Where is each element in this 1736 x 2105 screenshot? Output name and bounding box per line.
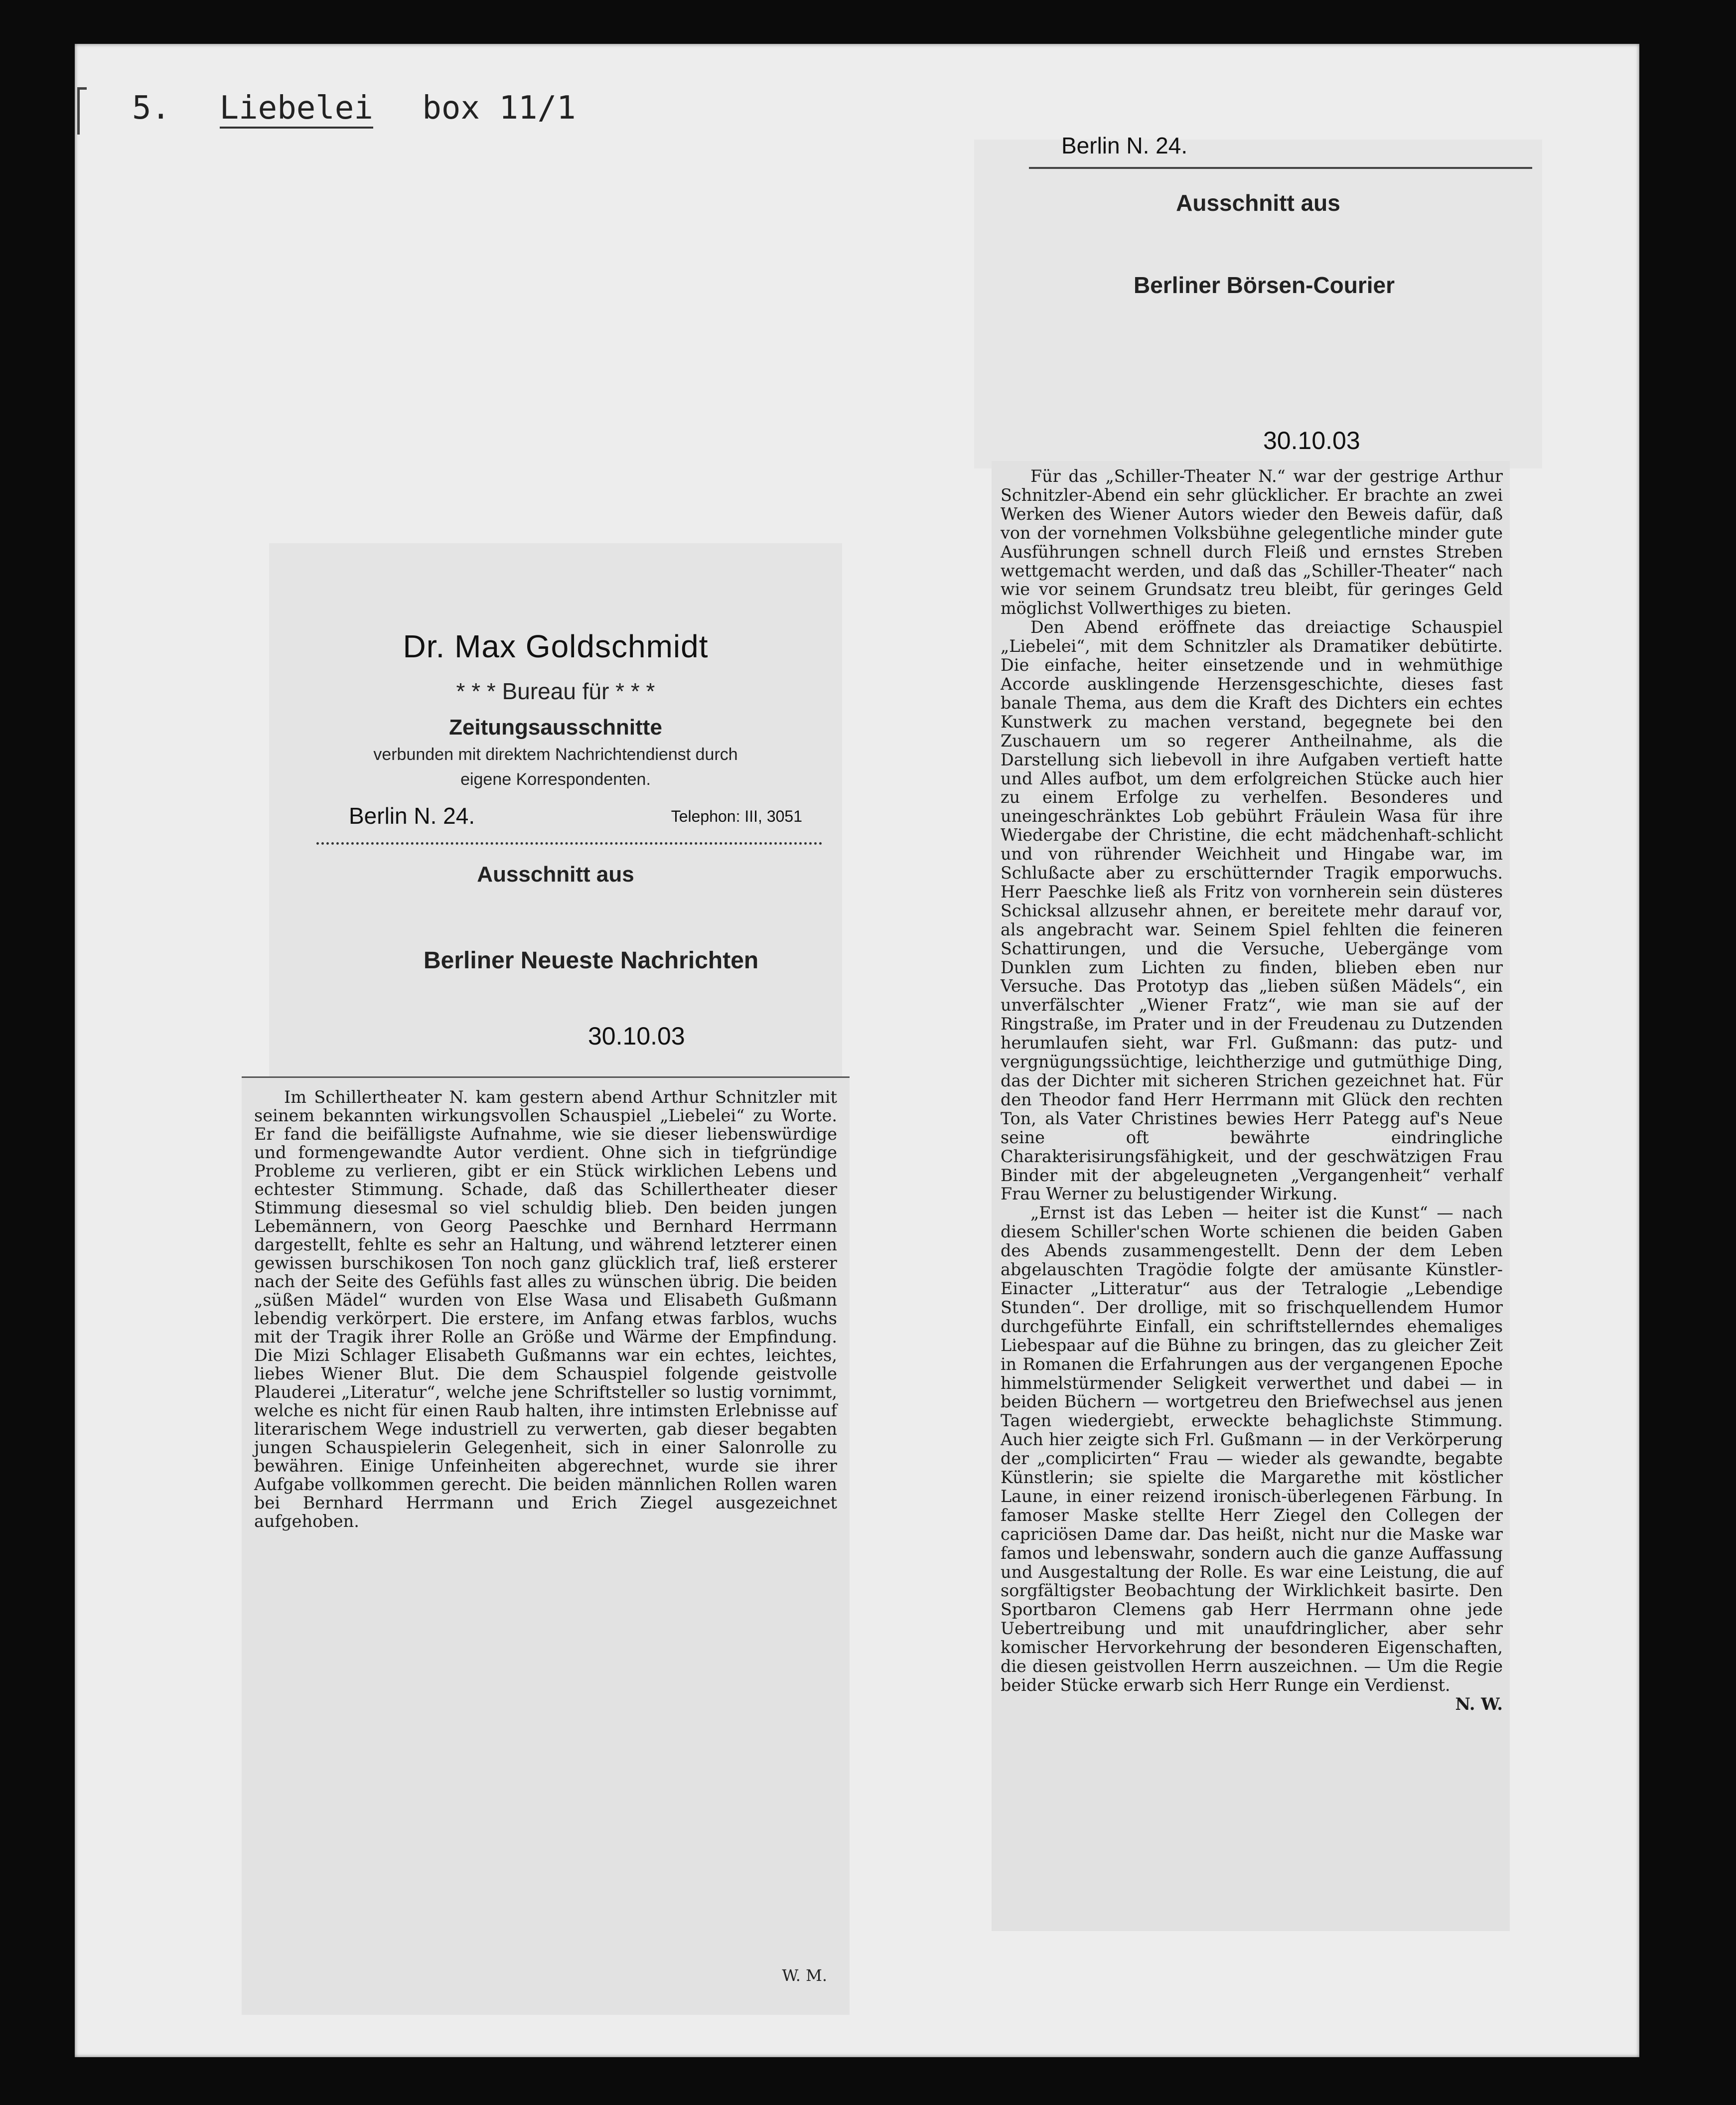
- bureau-telephone: Telephon: III, 3051: [671, 807, 802, 825]
- corner-mark: [77, 87, 87, 135]
- right-rule: [1029, 167, 1532, 169]
- bureau-line1: verbunden mit direktem Nachrichtendienst durch: [373, 745, 738, 764]
- right-article-paragraph: Den Abend eröffnete das dreiactige Schauspiel „Liebelei“, mit dem Schnitzler als Dramatiker debütirte. Die einfache, heiter einsetzende und in wehmüthige Accorde ausklingende Herzensgeschichte, dieses fast banale Thema, aus dem die Kraft des Dichters ein echtes Kunstwerk zu machen verstand, begegnete bei den Zuschauern um so regerer Antheilnahme, als die Darstellung sich liebevoll in ihre Aufgaben vertieft hatte und Alles aufbot, um dem erfolgreichen Stücke auch hier zu einem Erfolge zu verhelfen. Besonderes und uneingeschränktes Lob gebührt Fräulein Wasa für ihre Wiedergabe der Christine, die echt mädchenhaft-schlicht und von rührender Weichheit und Hingabe war, im Schlußacte aber zu erschütternder Tragik emporwuchs. Herr Paeschke ließ als Fritz von vornherein sein düsteres Schicksal allzusehr ahnen, er bereitete mehr darauf vor, als angebracht war. Seinem Spiel fehlten die feineren Schattirungen, und die Versuche, Uebergänge vom Dunklen zum Lichten zu finden, blieben eben nur Versuche. Das Prototyp das „lieben süßen Mädels“, ein unverfälschter „Wiener Fratz“, wie man sie auf der Ringstraße, im Prater und in der Freudenau zu Dutzenden herumlaufen sieht, war Frl. Gußmann: das putz- und vergnügungssüchtige, leichtherzige und gutmüthige Ding, das der Dichter mit sicheren Strichen gezeichnet hat. Für den Theodor fand Herr Herrmann mit Glück den rechten Ton, als Vater Christines bewies Herr Pategg auf's Neue seine oft bewährte eindringliche Charakterisirungsfähigkeit, und der geschwätzigen Frau Binder mit der abgeleugneten „Vergangenheit“ verhalf Frau Werner zu belustigender Wirkung.: [1001, 617, 1503, 1204]
- bureau-line2: eigene Korrespondenten.: [460, 770, 651, 789]
- bureau-label: * * * Bureau für * * *: [456, 678, 655, 704]
- right-newspaper-name: Berliner Börsen-Courier: [1134, 272, 1395, 298]
- bureau-address: Berlin N. 24.: [349, 803, 475, 829]
- bureau-clipping: [269, 543, 842, 1086]
- left-article-clipping: [242, 1076, 850, 2015]
- right-article-paragraph: Für das „Schiller-Theater N.“ war der gestrige Arthur Schnitzler-Abend ein sehr glücklicher. Er brachte an zwei Werken des Wiener Autors wieder den Beweis dafür, daß von der vornehmen Volksbühne gelegentliche minder gute Ausführungen schnell durch Fleiß und ernstes Streben wettgemacht werden, und daß das „Schiller-Theater“ nach wie vor seinem Grundsatz treu bleibt, für geringes Geld möglichst Vollwerthiges zu bieten.: [1001, 466, 1503, 618]
- left-article-paragraph: Im Schillertheater N. kam gestern abend Arthur Schnitzler mit seinem bekannten wirkungsvollen Schauspiel „Liebelei“ zu Worte. Er fand die beifälligste Aufnahme, wie sie dieser liebenswürdige und formengewandte Autor verdient. Ohne sich in tiefgründige Probleme zu verlieren, gibt er ein Stück wirklichen Lebens und echtester Stimmung. Schade, daß das Schillertheater dieser Stimmung diesesmal so viel schuldig blieb. Den beiden jungen Lebemännern, von Georg Paeschke und Bernhard Herrmann dargestellt, fehlte es sehr an Haltung, und während letzterer einen gewissen burschikosen Ton noch ganz glücklich traf, ließ ersterer nach der Seite des Gefühls fast alles zu wünschen übrig. Die beiden „süßen Mädel“ wurden von Else Wasa und Elisabeth Gußmann lebendig verkörpert. Die erstere, im Anfang etwas farblos, wuchs mit der Tragik ihrer Rolle an Größe und Wärme der Empfindung. Die Mizi Schlager Elisabeth Gußmanns war ein echtes, leichtes, liebes Wiener Blut. Die dem Schauspiel folgende geistvolle Plauderei „Literatur“, welche jene Schriftsteller so lustig vornimmt, welche es nicht für einen Raub halten, ihre intimsten Erlebnisse auf literarischem Wege industriell zu verwerten, gab dieser begabten jungen Schauspielerin Gelegenheit, sich in einer Salonrolle zu bewähren. Einige Unfeinheiten abgerechnet, wurde sie ihrer Aufgabe vollkommen gerecht. Die beiden männlichen Rollen waren bei Bernhard Herrmann und Erich Ziegel ausgezeichnet aufgehoben.: [254, 1087, 837, 1531]
- right-article-paragraph: „Ernst ist das Leben — heiter ist die Kunst“ — nach diesem Schiller'schen Worte schienen die beiden Gaben des Abends zusammengestellt. Denn der dem Leben abgelauschten Tragödie folgte der amüsante Künstler-Einacter „Litteratur“ aus der Tetralogie „Lebendige Stunden“. Der drollige, mit so frischquellendem Humor durchgeführte Einfall, ein schriftstellerndes ehemaliges Liebespaar auf die Bühne zu bringen, das zu gleicher Zeit in Romanen die Erfahrungen aus der vergangenen Epoche himmelstürmender Seligkeit verwerthet und dabei — in beiden Büchern — wortgetreu den Briefwechsel aus jenen Tagen wiedergiebt, erweckte behaglichste Stimmung. Auch hier zeigte sich Frl. Gußmann — in der Verkörperung der „complicirten“ Frau — wieder als gewandte, begabte Künstlerin; sie spielte die Margarethe mit köstlicher Laune, in einer reizend ironisch-überlegenen Färbung. In famoser Maske stellte Herr Ziegel den Collegen der capriciösen Dame dar. Das heißt, nicht nur die Maske war famos und lebenswahr, sondern auch die ganze Auffassung und Ausgestaltung der Rolle. Es war eine Leistung, die auf sorgfältigster Beobachtung der Wirklichkeit basirte. Den Sportbaron Clemens gab Herr Herrmann ohne jede Uebertreibung und mit unaufdringlicher, aber sehr komischer Hervorkehrung der besonderen Eigenschaften, die diesen geistvollen Herrn auszeichnen. — Um die Regie beider Stücke erwarb sich Herr Runge ein Verdienst.: [1001, 1203, 1503, 1695]
- bureau-name: Dr. Max Goldschmidt: [403, 628, 709, 664]
- right-header-clipping: [974, 133, 1542, 468]
- header-box: box 11/1: [422, 90, 576, 127]
- bureau-contact-row: [349, 802, 802, 829]
- header-number: 5.: [132, 90, 171, 127]
- page-header: [132, 90, 606, 130]
- right-clipping-date: 30.10.03: [1263, 427, 1360, 454]
- right-article-body: [1001, 467, 1503, 1714]
- right-address: Berlin N. 24.: [1061, 133, 1188, 158]
- newspaper-name: Berliner Neueste Nachrichten: [424, 947, 759, 974]
- clipping-date: 30.10.03: [588, 1022, 685, 1050]
- right-excerpt-label: Ausschnitt aus: [1176, 190, 1340, 216]
- right-article-signature: N. W.: [1455, 1694, 1503, 1714]
- left-article-signature: W. M.: [782, 1966, 827, 1985]
- excerpt-label: Ausschnitt aus: [477, 862, 634, 887]
- header-title: Liebelei: [220, 90, 373, 129]
- right-article-clipping: [992, 461, 1510, 1931]
- wavy-rule: [316, 842, 822, 845]
- bureau-service: Zeitungsausschnitte: [449, 715, 662, 740]
- left-article-body: [254, 1088, 837, 1530]
